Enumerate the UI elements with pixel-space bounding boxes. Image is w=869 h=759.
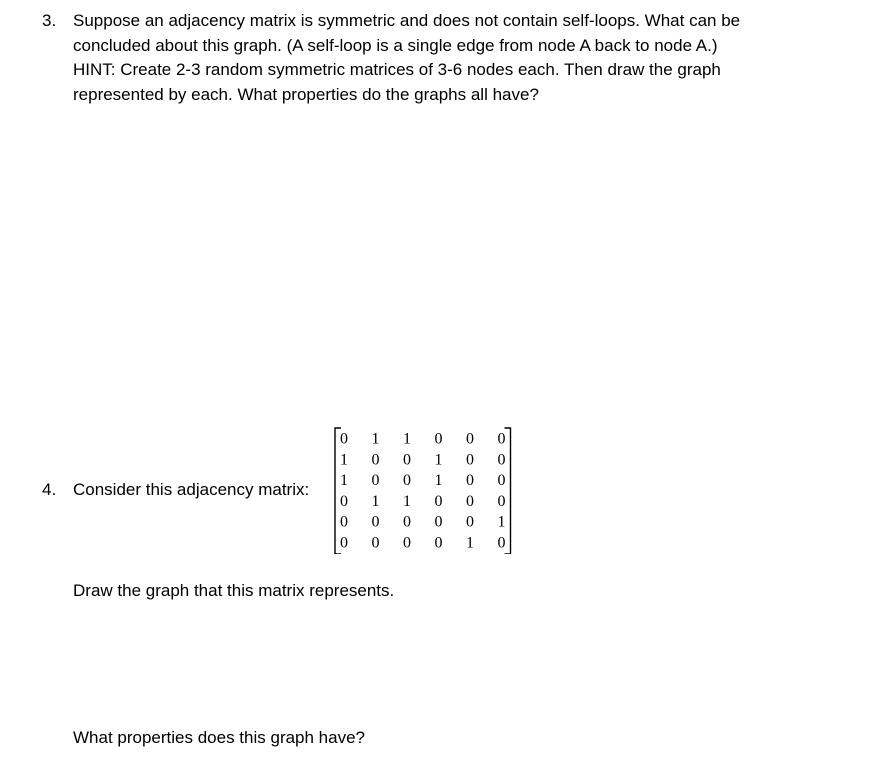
matrix-cell: 1 — [497, 513, 506, 531]
matrix-cell: 1 — [403, 430, 411, 448]
matrix-cell: 0 — [434, 430, 443, 448]
question-3-text — [73, 9, 833, 107]
matrix-cell: 0 — [403, 472, 411, 490]
matrix-cell: 0 — [340, 534, 348, 552]
matrix-cell: 0 — [434, 492, 443, 510]
matrix-cell: 0 — [466, 472, 474, 490]
matrix-cell: 1 — [403, 492, 411, 510]
matrix-cell: 1 — [340, 451, 348, 469]
question-3-line: concluded about this graph. (A self-loop is a single edge from node A back to node A.) — [73, 35, 718, 55]
matrix-cell: 0 — [371, 534, 380, 552]
matrix-cells — [340, 431, 506, 552]
question-3-number: 3. — [42, 11, 57, 30]
matrix-cell: 1 — [371, 492, 380, 510]
question-4-number: 4. — [42, 480, 57, 499]
matrix-cell: 0 — [434, 534, 443, 552]
draw-instruction: Draw the graph that this matrix represents. — [73, 581, 395, 600]
question-3-line: represented by each. What properties do the graphs all have? — [73, 84, 539, 104]
question-3-line: HINT: Create 2-3 random symmetric matrices of 3-6 nodes each. Then draw the graph — [73, 60, 721, 79]
matrix-cell: 0 — [403, 534, 411, 552]
matrix-cell: 0 — [466, 430, 474, 448]
matrix-cell: 1 — [434, 472, 443, 490]
matrix-cell: 0 — [497, 472, 506, 490]
matrix-cell: 0 — [340, 492, 348, 510]
question-3-line: Suppose an adjacency matrix is symmetric and does not contain self-loops. What can be — [73, 11, 741, 30]
matrix-cell: 0 — [434, 513, 443, 531]
properties-question: What properties does this graph have? — [73, 728, 366, 747]
adjacency-matrix-figure — [330, 424, 520, 554]
matrix-cell: 0 — [466, 451, 474, 469]
matrix-cell: 0 — [497, 492, 506, 510]
matrix-cell: 0 — [466, 492, 474, 510]
matrix-cell: 1 — [371, 430, 380, 448]
question-4-prompt: Consider this adjacency matrix: — [73, 480, 310, 499]
matrix-cell: 0 — [466, 513, 474, 531]
matrix-cell: 1 — [340, 472, 348, 490]
matrix-cell: 0 — [497, 451, 506, 469]
matrix-cell: 0 — [497, 430, 506, 448]
matrix-cell: 0 — [403, 513, 411, 531]
matrix-cell: 1 — [434, 451, 443, 469]
matrix-cell: 0 — [340, 513, 348, 531]
matrix-cell: 0 — [340, 430, 348, 448]
matrix-cell: 0 — [371, 451, 380, 469]
matrix-cell: 0 — [371, 472, 380, 490]
matrix-cell: 0 — [403, 451, 411, 469]
matrix-cell: 0 — [497, 534, 506, 552]
adjacency-matrix — [330, 424, 520, 554]
matrix-cell: 1 — [466, 534, 474, 552]
matrix-cell: 0 — [371, 513, 380, 531]
